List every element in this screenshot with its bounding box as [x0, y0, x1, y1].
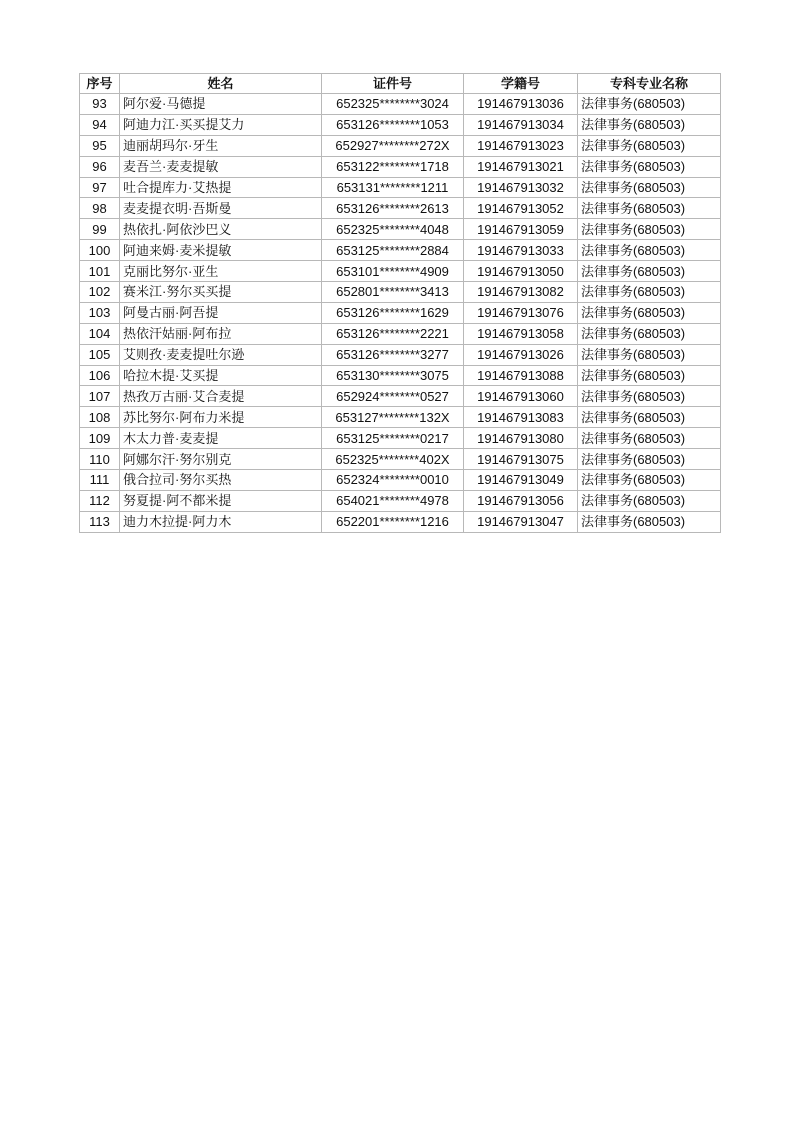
cell-major: 法律事务(680503)	[578, 282, 721, 303]
table-row	[80, 177, 721, 198]
cell-major: 法律事务(680503)	[578, 219, 721, 240]
cell-student-number: 191467913058	[464, 323, 578, 344]
cell-name: 迪丽胡玛尔·牙生	[120, 135, 322, 156]
cell-student-number: 191467913076	[464, 302, 578, 323]
cell-seq: 100	[80, 240, 120, 261]
header-major: 专科专业名称	[578, 74, 721, 94]
cell-student-number: 191467913021	[464, 156, 578, 177]
cell-name: 克丽比努尔·亚生	[120, 261, 322, 282]
cell-student-number: 191467913049	[464, 470, 578, 491]
cell-student-number: 191467913056	[464, 490, 578, 511]
cell-student-number: 191467913036	[464, 94, 578, 115]
cell-major: 法律事务(680503)	[578, 261, 721, 282]
cell-id-number: 653127********132X	[322, 407, 464, 428]
cell-seq: 96	[80, 156, 120, 177]
cell-id-number: 653126********1629	[322, 302, 464, 323]
cell-id-number: 654021********4978	[322, 490, 464, 511]
cell-student-number: 191467913088	[464, 365, 578, 386]
cell-seq: 111	[80, 470, 120, 491]
table-row	[80, 94, 721, 115]
cell-major: 法律事务(680503)	[578, 135, 721, 156]
table-row	[80, 302, 721, 323]
table-row	[80, 135, 721, 156]
header-student-number: 学籍号	[464, 74, 578, 94]
cell-student-number: 191467913023	[464, 135, 578, 156]
cell-id-number: 653125********0217	[322, 428, 464, 449]
cell-name: 阿尔爱·马德提	[120, 94, 322, 115]
table-row	[80, 240, 721, 261]
cell-student-number: 191467913059	[464, 219, 578, 240]
student-table	[79, 73, 721, 533]
cell-id-number: 652325********3024	[322, 94, 464, 115]
cell-student-number: 191467913080	[464, 428, 578, 449]
table-row	[80, 386, 721, 407]
table-row	[80, 156, 721, 177]
header-name: 姓名	[120, 74, 322, 94]
cell-student-number: 191467913032	[464, 177, 578, 198]
table-row	[80, 114, 721, 135]
cell-id-number: 653126********2613	[322, 198, 464, 219]
cell-id-number: 653125********2884	[322, 240, 464, 261]
cell-id-number: 652325********4048	[322, 219, 464, 240]
cell-student-number: 191467913075	[464, 449, 578, 470]
cell-seq: 113	[80, 511, 120, 532]
cell-major: 法律事务(680503)	[578, 240, 721, 261]
cell-major: 法律事务(680503)	[578, 323, 721, 344]
cell-name: 麦吾兰·麦麦提敏	[120, 156, 322, 177]
table-row	[80, 261, 721, 282]
cell-seq: 110	[80, 449, 120, 470]
cell-id-number: 652325********402X	[322, 449, 464, 470]
cell-seq: 102	[80, 282, 120, 303]
cell-major: 法律事务(680503)	[578, 449, 721, 470]
cell-name: 艾则孜·麦麦提吐尔逊	[120, 344, 322, 365]
cell-id-number: 652801********3413	[322, 282, 464, 303]
cell-seq: 101	[80, 261, 120, 282]
cell-id-number: 653126********2221	[322, 323, 464, 344]
cell-name: 木太力普·麦麦提	[120, 428, 322, 449]
table-body	[80, 94, 721, 533]
cell-name: 热依扎·阿依沙巴义	[120, 219, 322, 240]
cell-major: 法律事务(680503)	[578, 344, 721, 365]
cell-id-number: 652324********0010	[322, 470, 464, 491]
cell-major: 法律事务(680503)	[578, 511, 721, 532]
cell-major: 法律事务(680503)	[578, 407, 721, 428]
table-row	[80, 219, 721, 240]
table-row	[80, 344, 721, 365]
cell-major: 法律事务(680503)	[578, 94, 721, 115]
cell-name: 努夏提·阿不都米提	[120, 490, 322, 511]
cell-student-number: 191467913060	[464, 386, 578, 407]
table-row	[80, 449, 721, 470]
table-row	[80, 490, 721, 511]
cell-major: 法律事务(680503)	[578, 198, 721, 219]
cell-major: 法律事务(680503)	[578, 302, 721, 323]
cell-id-number: 653126********3277	[322, 344, 464, 365]
cell-major: 法律事务(680503)	[578, 114, 721, 135]
cell-student-number: 191467913082	[464, 282, 578, 303]
table-row	[80, 407, 721, 428]
cell-id-number: 652927********272X	[322, 135, 464, 156]
cell-major: 法律事务(680503)	[578, 386, 721, 407]
cell-major: 法律事务(680503)	[578, 177, 721, 198]
table-row	[80, 365, 721, 386]
cell-name: 阿曼古丽·阿吾提	[120, 302, 322, 323]
cell-id-number: 653101********4909	[322, 261, 464, 282]
cell-major: 法律事务(680503)	[578, 490, 721, 511]
cell-name: 阿迪来姆·麦米提敏	[120, 240, 322, 261]
cell-major: 法律事务(680503)	[578, 156, 721, 177]
cell-name: 俄合拉司·努尔买热	[120, 470, 322, 491]
cell-name: 吐合提库力·艾热提	[120, 177, 322, 198]
table-row	[80, 198, 721, 219]
cell-major: 法律事务(680503)	[578, 428, 721, 449]
table-row	[80, 470, 721, 491]
cell-student-number: 191467913026	[464, 344, 578, 365]
cell-id-number: 653131********1211	[322, 177, 464, 198]
cell-seq: 93	[80, 94, 120, 115]
cell-seq: 99	[80, 219, 120, 240]
cell-student-number: 191467913050	[464, 261, 578, 282]
table-row	[80, 511, 721, 532]
cell-seq: 103	[80, 302, 120, 323]
cell-major: 法律事务(680503)	[578, 470, 721, 491]
cell-name: 哈拉木提·艾买提	[120, 365, 322, 386]
cell-name: 阿娜尔汗·努尔别克	[120, 449, 322, 470]
cell-seq: 94	[80, 114, 120, 135]
cell-student-number: 191467913052	[464, 198, 578, 219]
cell-id-number: 652924********0527	[322, 386, 464, 407]
cell-seq: 112	[80, 490, 120, 511]
cell-student-number: 191467913047	[464, 511, 578, 532]
cell-student-number: 191467913083	[464, 407, 578, 428]
cell-name: 阿迪力江·买买提艾力	[120, 114, 322, 135]
cell-seq: 104	[80, 323, 120, 344]
table-row	[80, 323, 721, 344]
cell-seq: 98	[80, 198, 120, 219]
cell-seq: 108	[80, 407, 120, 428]
cell-id-number: 653126********1053	[322, 114, 464, 135]
cell-major: 法律事务(680503)	[578, 365, 721, 386]
cell-seq: 106	[80, 365, 120, 386]
cell-seq: 95	[80, 135, 120, 156]
cell-student-number: 191467913034	[464, 114, 578, 135]
cell-seq: 97	[80, 177, 120, 198]
cell-name: 热依汗姑丽·阿布拉	[120, 323, 322, 344]
cell-seq: 109	[80, 428, 120, 449]
header-id-number: 证件号	[322, 74, 464, 94]
cell-seq: 107	[80, 386, 120, 407]
cell-name: 赛米江·努尔买买提	[120, 282, 322, 303]
cell-name: 迪力木拉提·阿力木	[120, 511, 322, 532]
cell-name: 麦麦提衣明·吾斯曼	[120, 198, 322, 219]
table-row	[80, 428, 721, 449]
cell-student-number: 191467913033	[464, 240, 578, 261]
cell-name: 热孜万古丽·艾合麦提	[120, 386, 322, 407]
cell-id-number: 653122********1718	[322, 156, 464, 177]
cell-id-number: 653130********3075	[322, 365, 464, 386]
cell-name: 苏比努尔·阿布力米提	[120, 407, 322, 428]
cell-id-number: 652201********1216	[322, 511, 464, 532]
table-row	[80, 282, 721, 303]
header-seq: 序号	[80, 74, 120, 94]
cell-seq: 105	[80, 344, 120, 365]
table-header-row	[80, 74, 721, 94]
